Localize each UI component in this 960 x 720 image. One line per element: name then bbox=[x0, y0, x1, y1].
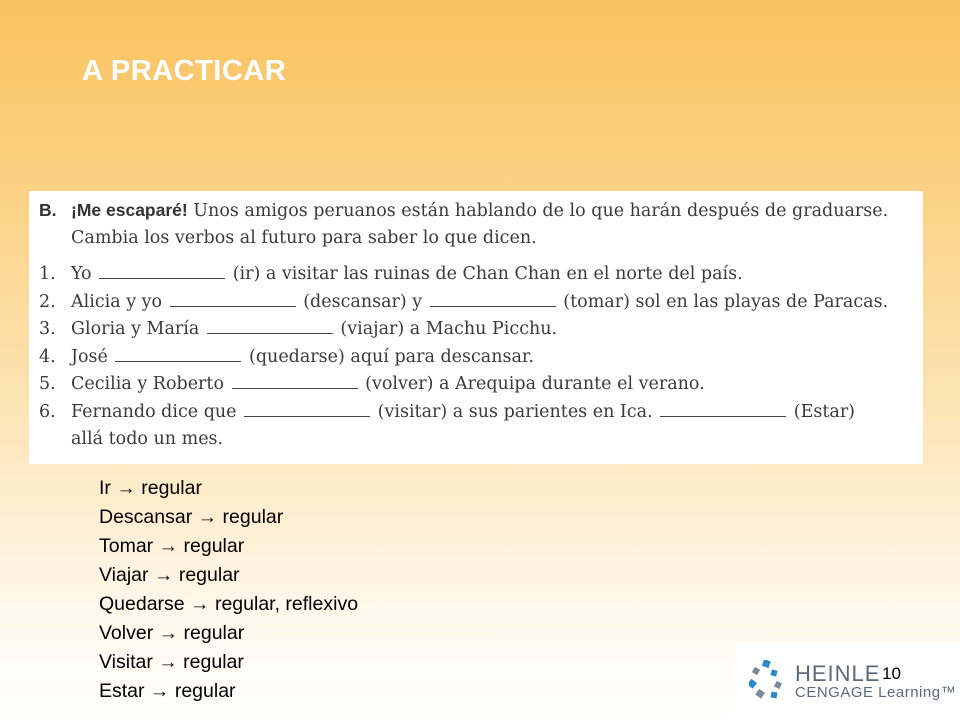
answer-list bbox=[99, 474, 358, 706]
exercise-item bbox=[39, 426, 913, 454]
exercise-item-fragment: Fernando dice que bbox=[71, 401, 243, 422]
exercise-heading-bold: ¡Me escaparé! bbox=[71, 200, 188, 220]
answer-list-item: Estar → regular bbox=[99, 680, 236, 702]
answer-list-item: Descansar → regular bbox=[99, 506, 284, 528]
slide-title: A PRACTICAR bbox=[82, 55, 287, 87]
exercise-item-fragment: (tomar) sol en las playas de Paracas. bbox=[557, 291, 889, 312]
exercise-item-number bbox=[39, 426, 71, 454]
exercise-item-number: 2. bbox=[39, 291, 56, 312]
exercise-item-text bbox=[71, 316, 557, 344]
page-number: 10 bbox=[882, 664, 901, 683]
exercise-items bbox=[39, 261, 913, 454]
exercise-item-fragment: José bbox=[71, 346, 114, 367]
exercise-item-number: 6. bbox=[39, 401, 56, 422]
exercise-item-fragment: (ir) a visitar las ruinas de Chan Chan en el norte del país. bbox=[227, 264, 743, 284]
exercise-item-text bbox=[71, 371, 705, 399]
answer-blank bbox=[660, 399, 786, 417]
answer-list-item: Ir → regular bbox=[99, 477, 202, 499]
exercise-item-fragment: (quedarse) aquí para descansar. bbox=[243, 346, 534, 367]
exercise-item-text bbox=[71, 289, 888, 317]
answer-blank bbox=[207, 316, 333, 334]
exercise-item-fragment: Alicia y yo bbox=[71, 291, 168, 312]
answer-list-item: Volver → regular bbox=[99, 622, 245, 644]
answer-list-item: Viajar → regular bbox=[99, 564, 240, 586]
answer-blank bbox=[430, 289, 556, 307]
exercise-letter: B. bbox=[39, 200, 57, 220]
exercise-heading-rest: Unos amigos peruanos están hablando de lo que harán después de graduarse. bbox=[187, 201, 889, 221]
answer-list-item: Tomar → regular bbox=[99, 535, 245, 557]
exercise-item-fragment: (visitar) a sus parientes en Ica. bbox=[372, 401, 659, 422]
answer-blank bbox=[115, 344, 241, 362]
exercise-item bbox=[39, 399, 913, 427]
exercise-item-text bbox=[71, 344, 534, 372]
exercise-heading-line2: Cambia los verbos al futuro para saber lo que dicen. bbox=[71, 228, 537, 248]
logo-cengage-text: CENGAGE Learning™ bbox=[795, 684, 957, 701]
exercise-item bbox=[39, 261, 913, 289]
exercise-item-fragment: Cecilia y Roberto bbox=[71, 374, 230, 394]
exercise-item-fragment: (volver) a Arequipa durante el verano. bbox=[359, 374, 705, 394]
exercise-item-text bbox=[71, 426, 223, 454]
answer-list-item: Quedarse → regular, reflexivo bbox=[99, 593, 359, 615]
answer-blank bbox=[244, 399, 370, 417]
exercise-item bbox=[39, 316, 913, 344]
answer-blank bbox=[232, 371, 358, 389]
exercise-item-number: 5. bbox=[39, 374, 56, 394]
exercise-heading-line2-row bbox=[39, 225, 913, 252]
exercise-item-number: 4. bbox=[39, 346, 56, 367]
exercise-image bbox=[29, 191, 923, 464]
exercise-item-fragment: (viajar) a Machu Picchu. bbox=[334, 319, 558, 339]
publisher-logo bbox=[735, 642, 960, 720]
exercise-item bbox=[39, 344, 913, 372]
exercise-item-fragment: allá todo un mes. bbox=[71, 429, 224, 449]
exercise-item-number: 3. bbox=[39, 319, 56, 339]
exercise-heading bbox=[39, 197, 913, 225]
exercise-item-text bbox=[71, 399, 855, 427]
answer-blank bbox=[99, 261, 225, 279]
exercise-item-fragment: Yo bbox=[71, 264, 98, 284]
answer-blank bbox=[170, 289, 296, 307]
exercise-item-fragment: Gloria y María bbox=[71, 319, 205, 339]
answer-list-item: Visitar → regular bbox=[99, 651, 244, 673]
cengage-dots-icon bbox=[749, 660, 791, 700]
exercise-item bbox=[39, 289, 913, 317]
exercise-item bbox=[39, 371, 913, 399]
exercise-heading-text bbox=[71, 197, 888, 225]
exercise-item-fragment: (Estar) bbox=[788, 401, 856, 422]
exercise-item-text bbox=[71, 261, 743, 289]
exercise-item-number: 1. bbox=[39, 264, 56, 284]
exercise-item-fragment: (descansar) y bbox=[297, 291, 428, 312]
logo-heinle-text: HEINLE bbox=[795, 661, 881, 686]
